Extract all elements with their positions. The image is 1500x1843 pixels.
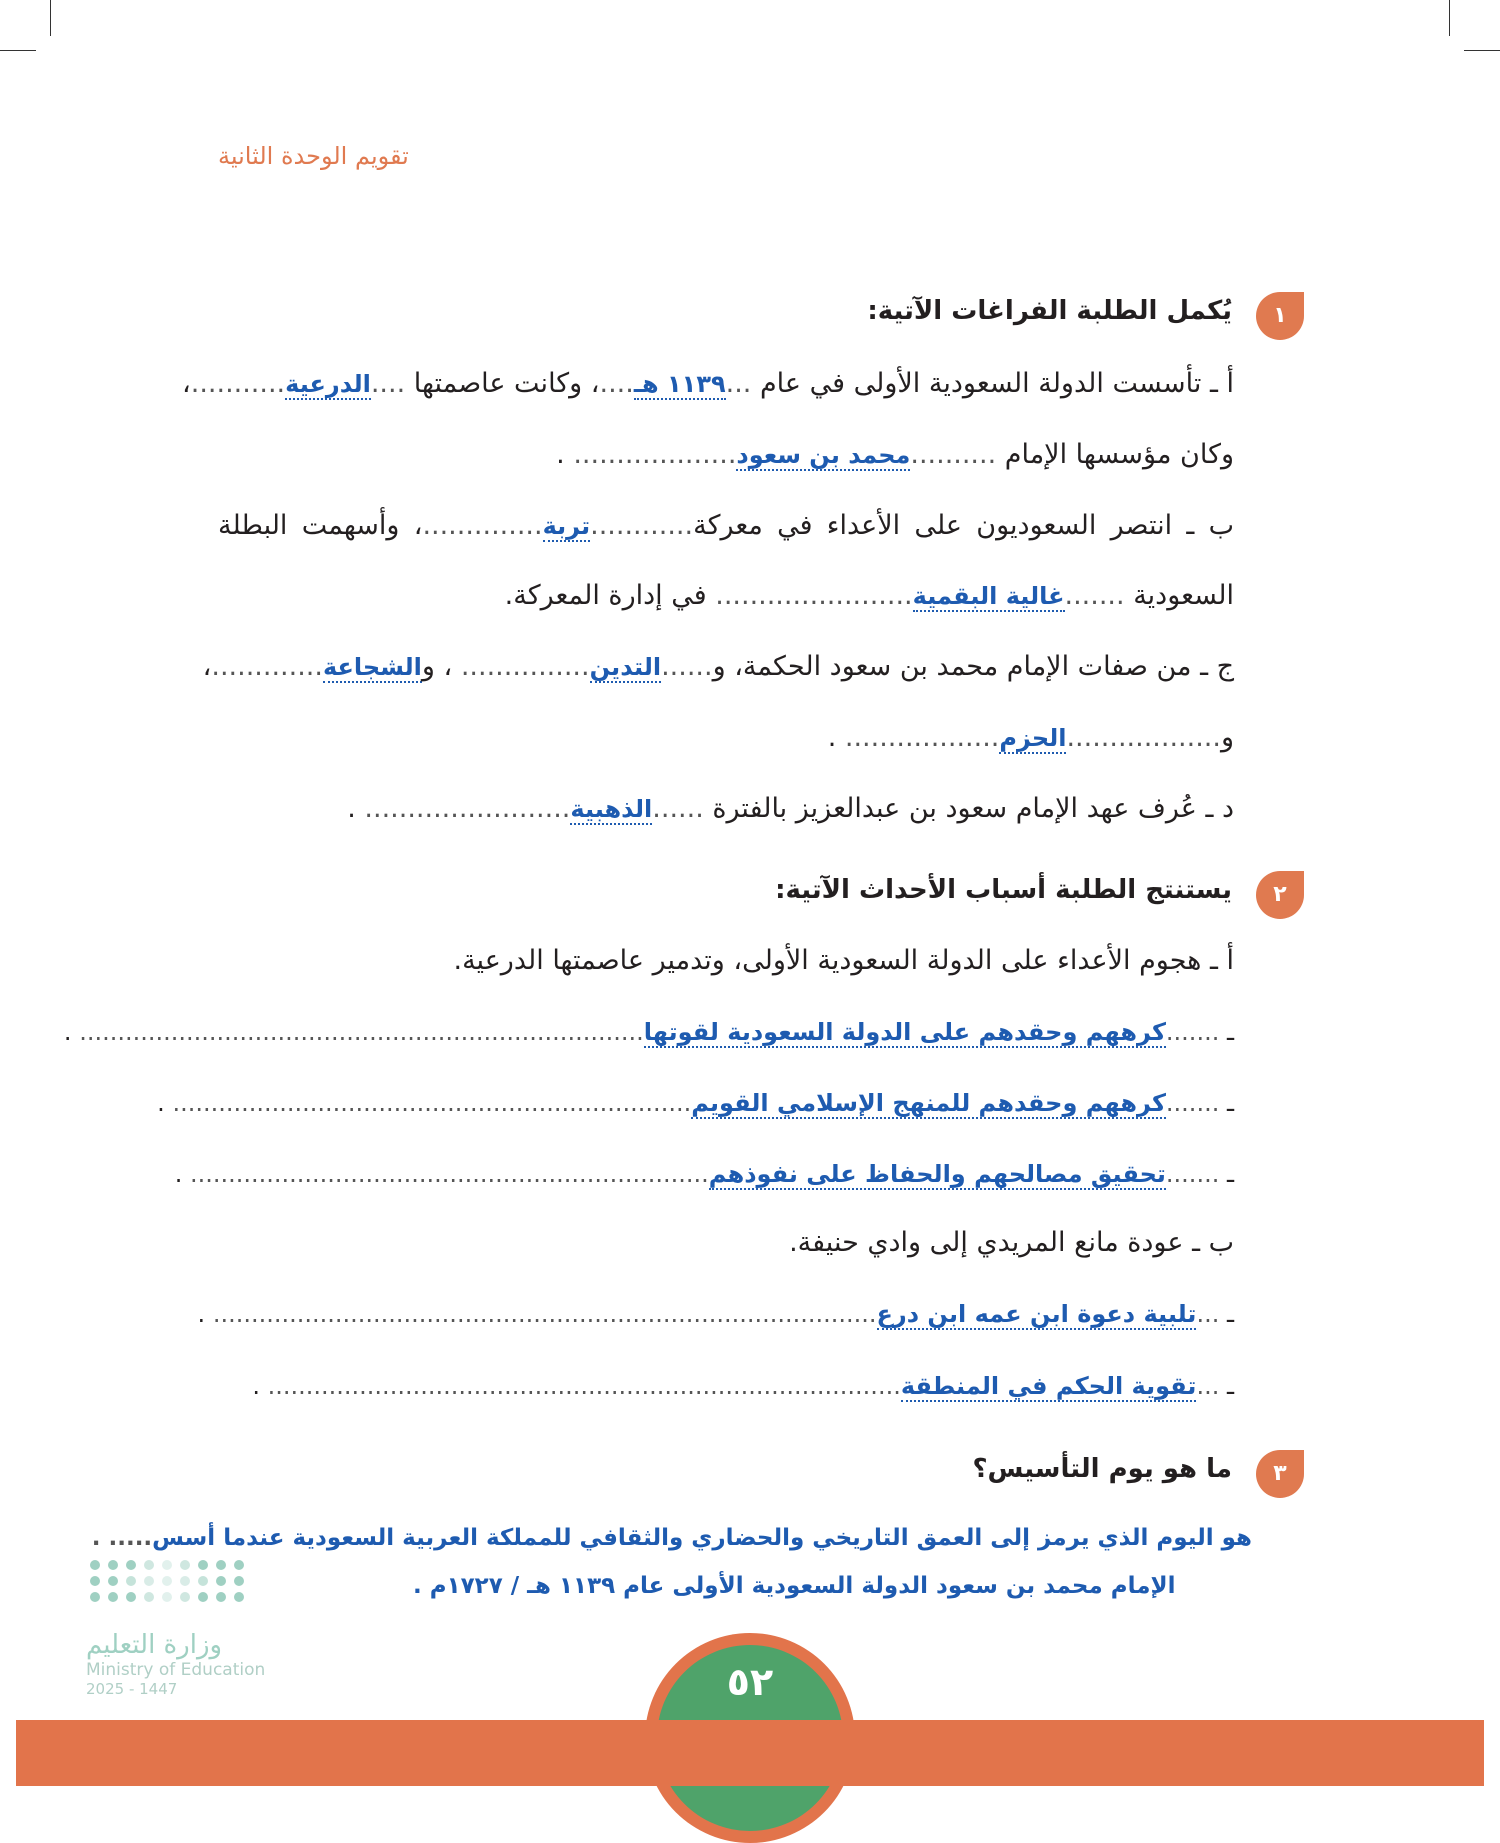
q1-line-b2: السعودية .......غالية البقمية....................... في إدارة المعركة.	[504, 580, 1234, 611]
text: ب ـ انتصر السعوديون على الأعداء في معركة	[693, 510, 1234, 541]
question-number-badge: ٣	[1256, 1450, 1304, 1498]
answer: الذهبية	[570, 795, 653, 823]
question-title: يُكمل الطلبة الفراغات الآتية:	[867, 296, 1232, 326]
question-title: يستنتج الطلبة أسباب الأحداث الآتية:	[775, 875, 1232, 905]
text: السعودية	[1133, 580, 1234, 611]
text: .	[252, 1372, 260, 1400]
q2-answer-row: ـ .......كرههم وحقدهم على الدولة السعودية لقوتها.......................................................................... .	[63, 1018, 1234, 1046]
logo-dots-icon	[90, 1560, 276, 1602]
text: أ ـ تأسست الدولة السعودية الأولى في عام	[759, 368, 1234, 399]
q2-answer-row: ـ .......تحقيق مصالحهم والحفاظ على نفوذهم.................................................................... .	[174, 1160, 1234, 1188]
answer: التدين	[589, 653, 662, 681]
crop-mark	[0, 50, 36, 51]
text: .	[174, 1160, 183, 1188]
text: و	[1220, 722, 1234, 753]
answer: محمد بن سعود	[736, 441, 911, 469]
q1-line-a2: وكان مؤسسها الإمام ..........محمد بن سعود................... .	[556, 439, 1234, 470]
text: .	[157, 1089, 165, 1117]
answer: الحزم	[999, 724, 1067, 752]
answer: تقوية الحكم في المنطقة	[900, 1372, 1197, 1400]
academic-year: 2025 - 1447	[86, 1680, 178, 1698]
q2-answer-row: ـ .......كرههم وحقدهم للمنهج الإسلامي القويم.................................................................... .	[157, 1089, 1234, 1117]
answer: الدرعية	[285, 370, 371, 398]
crop-mark	[1464, 50, 1500, 51]
text: ، وكانت عاصمتها	[413, 368, 600, 399]
question-title: ما هو يوم التأسيس؟	[972, 1454, 1232, 1484]
dash: ـ	[1226, 1300, 1234, 1328]
dash: ـ	[1226, 1372, 1234, 1400]
q1-line-d: د ـ عُرف عهد الإمام سعود بن عبدالعزيز بالفترة ......الذهبية........................ .	[347, 793, 1234, 824]
text: .	[63, 1018, 72, 1046]
dash: ـ	[1226, 1089, 1234, 1117]
ministry-logo	[86, 1560, 276, 1698]
text: .	[347, 793, 356, 824]
dash: ـ	[1226, 1160, 1234, 1188]
answer: تحقيق مصالحهم والحفاظ على نفوذهم	[708, 1160, 1166, 1188]
q1-line-c1: ج ـ من صفات الإمام محمد بن سعود الحكمة، و......التدين............... ، والشجاعة.............،	[202, 651, 1234, 682]
answer: كرههم وحقدهم للمنهج الإسلامي القويم	[691, 1089, 1166, 1117]
footer-bar	[16, 1720, 1484, 1786]
text: وكان مؤسسها الإمام	[1004, 439, 1234, 470]
text: ،	[182, 368, 191, 399]
text: .	[827, 722, 837, 753]
text: .	[197, 1300, 206, 1328]
q3-answer-line-2: . الإمام محمد بن سعود الدولة السعودية الأولى عام ١١٣٩ هـ / ١٧٢٧م	[413, 1573, 1176, 1599]
text: ،	[202, 651, 212, 682]
text: .	[556, 439, 565, 470]
question-number-badge: ١	[1256, 292, 1304, 340]
q2-item-b: ب ـ عودة مانع المريدي إلى وادي حنيفة.	[789, 1227, 1234, 1258]
answer: غالية البقمية	[912, 582, 1065, 610]
q1-line-a1: أ ـ تأسست الدولة السعودية الأولى في عام ...١١٣٩ هـ....، وكانت عاصمتها ....الدرعية...........،	[182, 368, 1234, 399]
text: ج ـ من صفات الإمام محمد بن سعود الحكمة، و	[712, 651, 1234, 682]
text: د ـ عُرف عهد الإمام سعود بن عبدالعزيز بالفترة	[712, 793, 1234, 824]
question-number-badge: ٢	[1256, 871, 1304, 919]
q1-line-c2: و..................الحزم.................. .	[827, 722, 1234, 753]
text: ، وأسهمت البطلة	[218, 510, 423, 541]
answer: هو اليوم الذي يرمز إلى العمق التاريخي والحضاري والثقافي للمملكة العربية السعودية عندما أسس	[152, 1525, 1252, 1551]
answer: تلبية دعوة ابن عمه ابن درع	[876, 1300, 1197, 1328]
dash: ـ	[1226, 1018, 1234, 1046]
answer: ١١٣٩ هـ	[633, 370, 726, 398]
crop-mark	[1449, 0, 1450, 36]
ministry-name-ar: وزارة التعليم	[86, 1630, 223, 1660]
answer: تربة	[542, 512, 591, 540]
q2-item-a: أ ـ هجوم الأعداء على الدولة السعودية الأولى، وتدمير عاصمتها الدرعية.	[453, 945, 1234, 976]
page-number: ٥٢	[726, 1660, 774, 1704]
q3-answer-line-1: هو اليوم الذي يرمز إلى العمق التاريخي والحضاري والثقافي للمملكة العربية السعودية عندما أسس..... .	[91, 1525, 1252, 1551]
crop-mark	[50, 0, 51, 36]
text: ، و	[421, 651, 453, 682]
text: في إدارة المعركة.	[504, 580, 707, 611]
unit-header: تقويم الوحدة الثانية	[218, 142, 409, 170]
q1-line-b1: ب ـ انتصر السعوديون على الأعداء في معركة............تربة..............، وأسهمت البطلة	[218, 510, 1234, 541]
ministry-name-en: Ministry of Education	[86, 1660, 266, 1680]
q2-answer-row: ـ ...تقوية الحكم في المنطقة................................................................................... .	[252, 1372, 1234, 1400]
answer: كرههم وحقدهم على الدولة السعودية لقوتها	[643, 1018, 1166, 1046]
q2-answer-row: ـ ...تلبية دعوة ابن عمه ابن درع....................................................................................... .	[197, 1300, 1234, 1328]
answer: الشجاعة	[322, 653, 422, 681]
